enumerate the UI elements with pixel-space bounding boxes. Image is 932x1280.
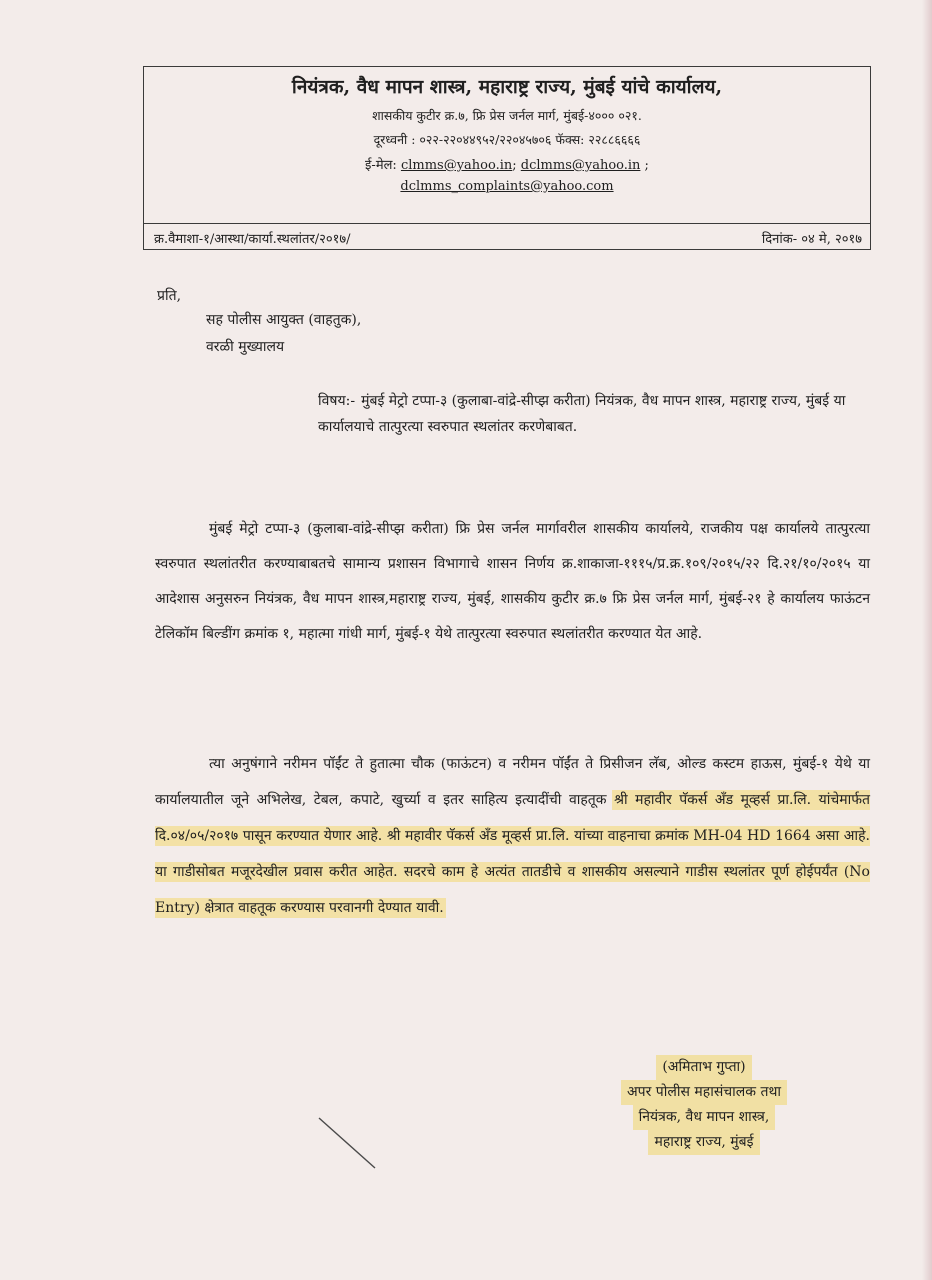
letterhead-box	[143, 66, 871, 250]
page-edge-shadow	[922, 0, 932, 1280]
reference-number: क्र.वैमाशा-१/आस्था/कार्या.स्थलांतर/२०१७/	[154, 232, 351, 247]
office-email-line: ई-मेल: clmms@yahoo.in; dclmms@yahoo.in ;	[365, 158, 649, 173]
signature-block	[574, 1055, 834, 1155]
letterhead-divider	[144, 223, 870, 224]
letter-date: दिनांक- ०४ मे, २०१७	[761, 232, 862, 247]
subject	[318, 388, 878, 440]
email-link-2[interactable]: dclmms@yahoo.in	[520, 158, 641, 173]
email-link-1[interactable]: clmms@yahoo.in	[400, 158, 513, 173]
office-address: शासकीय कुटीर क्र.७, फ्रि प्रेस जर्नल मार्ग, मुंबई-४००० ०२१.	[372, 108, 642, 123]
office-email-line-2	[144, 179, 870, 194]
pen-stroke-mark	[317, 1116, 377, 1170]
subject-label: विषय:-	[318, 393, 356, 409]
signatory-designation-2: नियंत्रक, वैध मापन शास्त्र,	[633, 1105, 776, 1130]
highlighted-text: श्री महावीर पॅकर्स अँड मूव्हर्स प्रा.लि. यांचेमार्फत दि.०४/०५/२०१७ पासून करण्यात येणार आहे. श्री महावीर पॅकर्स अँड मूव्हर्स प्रा.लि. यांच्या वाहनाचा क्रमांक MH-04 HD 1664 असा आहे. या गाडीसोबत मजूरदेखील प्रवास करीत आहेत. सदरचे काम हे अत्यंत तातडीचे व शासकीय असल्याने गाडीस स्थलांतर पूर्ण होईपर्यंत (No Entry) क्षेत्रात वाहतूक करण्यास परवानगी देण्यात यावी.	[155, 792, 871, 916]
to-label: प्रति,	[157, 288, 182, 304]
office-phone: दूरध्वनी : ०२२-२२०४४९५२/२२०४५७०६ फॅक्स: २२८८६६६६	[373, 132, 641, 147]
email-link-3[interactable]: dclmms_complaints@yahoo.com	[400, 179, 614, 194]
email-label: ई-मेल:	[365, 158, 397, 173]
paragraph-2-start: त्या अनुषंगाने नरीमन पॉईंट ते हुतात्मा चौक (फाऊंटन) व नरीमन पॉईंत ते प्रिसीजन लॅब, ओल्ड कस्टम हाऊस, मुंबई-१ येथे या कार्यालयातील जूने अभिलेख, टेबल, कपाटे, खुर्च्या व इतर साहित्य इत्यादींची वाहतूक	[155, 756, 870, 808]
body-paragraph-2	[155, 746, 870, 926]
signatory-name: (अमिताभ गुप्ता)	[656, 1055, 751, 1080]
recipient-line-2: वरळी मुख्यालय	[206, 339, 285, 355]
signatory-designation-3: महाराष्ट्र राज्य, मुंबई	[648, 1130, 759, 1155]
body-paragraph-1: मुंबई मेट्रो टप्पा-३ (कुलाबा-वांद्रे-सीप्झ करीता) फ्रि प्रेस जर्नल मार्गावरील शासकीय कार्यालये, राजकीय पक्ष कार्यालये तात्पुरत्या स्वरुपात स्थलांतरीत करण्याबाबतचे सामान्य प्रशासन विभागाचे शासन निर्णय क्र.शाकाजा-१११५/प्र.क्र.१०९/२०१५/२२ दि.२१/१०/२०१५ या आदेशास अनुसरुन नियंत्रक, वैध मापन शास्त्र,महाराष्ट्र राज्य, मुंबई, शासकीय कुटीर क्र.७ फ्रि प्रेस जर्नल मार्ग, मुंबई-२१ हे कार्यालय फाऊंटन टेलिकॉम बिल्डींग क्रमांक १, महात्मा गांधी मार्ग, मुंबई-१ येथे तात्पुरत्या स्वरुपात स्थलांतरीत करण्यात येत आहे.	[155, 521, 870, 642]
recipient-line-1: सह पोलीस आयुक्त (वाहतुक),	[206, 312, 362, 328]
office-title: नियंत्रक, वैध मापन शास्त्र, महाराष्ट्र राज्य, मुंबई यांचे कार्यालय,	[291, 76, 723, 98]
signatory-designation-1: अपर पोलीस महासंचालक तथा	[621, 1080, 787, 1105]
subject-text: मुंबई मेट्रो टप्पा-३ (कुलाबा-वांद्रे-सीप्झ करीता) नियंत्रक, वैध मापन शास्त्र, महाराष्ट्र राज्य, मुंबई या कार्यालयाचे तात्पुरत्या स्वरुपात स्थलांतर करणेबाबत.	[318, 393, 846, 435]
